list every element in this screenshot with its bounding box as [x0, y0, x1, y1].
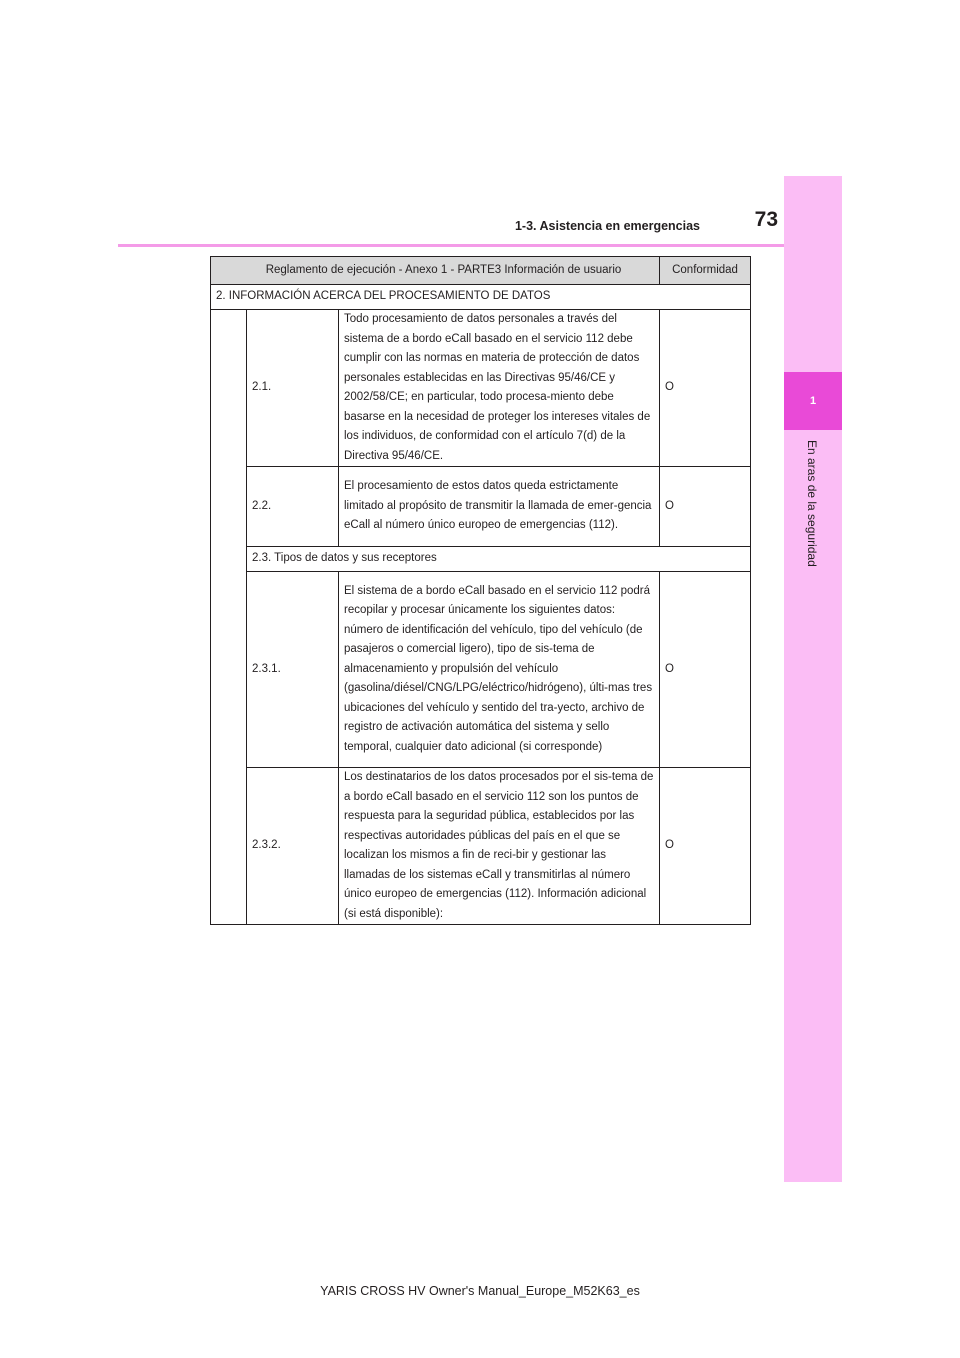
section-title: 1-3. Asistencia en emergencias: [514, 219, 700, 233]
side-strip: [784, 176, 842, 1182]
footer-manual-id: YARIS CROSS HV Owner's Manual_Europe_M52K63_es: [320, 1284, 640, 1298]
chapter-label: En aras de la seguridad: [805, 440, 819, 567]
row-text: El procesamiento de estos datos queda estrictamente limitado al propósito de transmitir la llamada de emer-gencia eCall al número único europeo de emergencias (112).: [339, 467, 660, 547]
row-number: 2.3.2.: [247, 768, 339, 925]
table-row: [211, 768, 751, 925]
row-number: 2.1.: [247, 310, 339, 467]
row-text: Los destinatarios de los datos procesados por el sis-tema de a bordo eCall basado en el servicio 112 son los puntos de respuesta para la seguridad pública, establecidos por las respectivas autoridades públicas del país en el que se localizan los mismos a fin de reci-bir y gestionar las llamadas de los sistemas eCall y transmitirlas al número único europeo de emergencias (112). Información adicional (si está disponible):: [339, 768, 660, 925]
row-conformity: O: [660, 467, 751, 547]
row-conformity: O: [660, 572, 751, 768]
page-number: 73: [754, 208, 778, 231]
row-number: 2.3.1.: [247, 572, 339, 768]
section-title-row: [211, 285, 751, 310]
row-conformity: O: [660, 768, 751, 925]
subsection-title-row: [211, 547, 751, 572]
table-row: [211, 467, 751, 547]
chapter-label-container: [784, 440, 842, 600]
header-requirement: Reglamento de ejecución - Anexo 1 - PARTE3 Información de usuario: [211, 257, 660, 285]
table-row: [211, 310, 751, 467]
row-conformity: O: [660, 310, 751, 467]
header-conformity: Conformidad: [660, 257, 751, 285]
table-row: [211, 572, 751, 768]
chapter-number: 1: [809, 395, 817, 407]
conformity-table: [210, 256, 751, 925]
chapter-tab[interactable]: [784, 372, 842, 430]
indent-cell: [211, 310, 247, 925]
row-number: 2.2.: [247, 467, 339, 547]
header-rule: [118, 244, 784, 247]
row-text: El sistema de a bordo eCall basado en el servicio 112 podrá recopilar y procesar únicamente los siguientes datos: número de identificación del vehículo, tipo del vehículo (de pasajeros o comercial ligero), tipo de sis-tema de almacenamiento y propulsión del vehículo (gasolina/diésel/CNG/LPG/eléctrico/hidrógeno), últi-mas tres ubicaciones del vehículo y sentido del tra-yecto, archivo de registro de activación automática del sistema y sello temporal, cualquier dato adicional (si corresponde): [339, 572, 660, 768]
table-subsection-title: 2.3. Tipos de datos y sus receptores: [247, 547, 751, 572]
table-section-title: 2. INFORMACIÓN ACERCA DEL PROCESAMIENTO DE DATOS: [211, 285, 751, 310]
row-text: Todo procesamiento de datos personales a través del sistema de a bordo eCall basado en el servicio 112 debe cumplir con las normas en materia de protección de datos personales establecidas en las Directivas 95/46/CE y 2002/58/CE; en particular, todo procesa-miento debe basarse en la necesidad de proteger los intereses vitales de los individuos, de conformidad con el artículo 7(d) de la Directiva 95/46/CE.: [339, 310, 660, 467]
table-header-row: [211, 257, 751, 285]
